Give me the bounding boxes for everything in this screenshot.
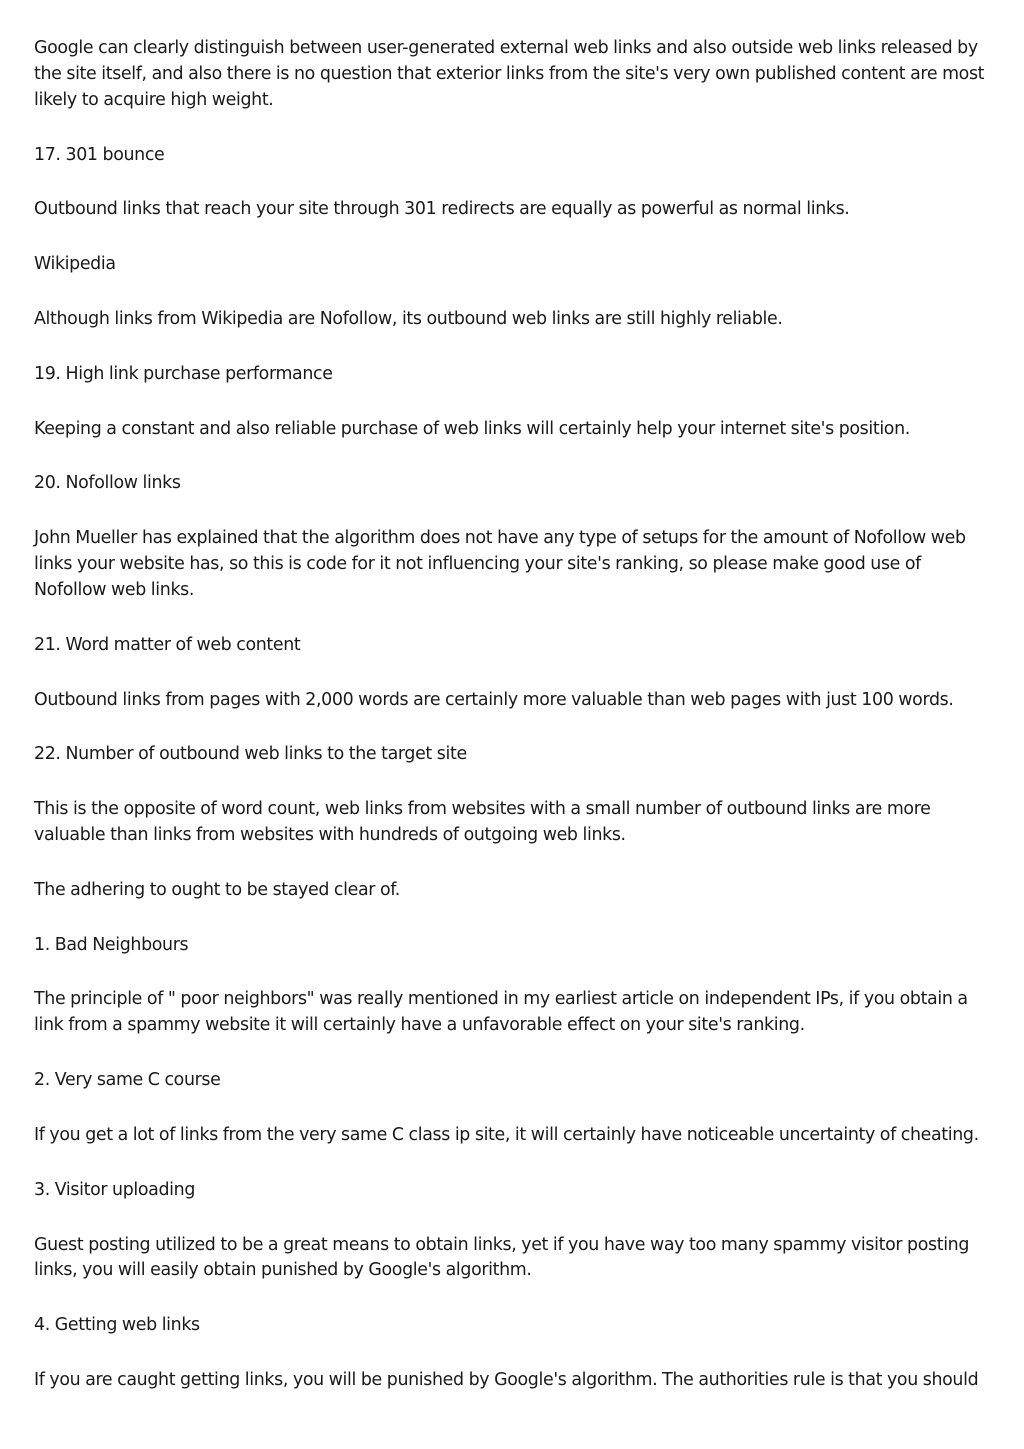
heading-wikipedia: Wikipedia — [34, 254, 116, 275]
paragraph-same-c-class: If you get a lot of links from the very same C class ip site, it will certainly have noticeable uncertainty of cheating. — [34, 1124, 979, 1145]
paragraph-wikipedia-links: Although links from Wikipedia are Nofollow, its outbound web links are still highly reliable. — [34, 309, 783, 329]
paragraph-user-generated-links: Google can clearly distinguish between user-generated external web links and also outside web links released by the site itself, and also there is no question that exterior links from the site's very own published content are most likely to acquire high weight. — [34, 38, 985, 110]
paragraph-bad-neighbours: The principle of " poor neighbors" was really mentioned in my earliest article on independent IPs, if you obtain a link from a spammy website it will certainly have a unfavorable effect on your site's ranking. — [34, 989, 968, 1036]
heading-visitor-uploading: 3. Visitor uploading — [34, 1179, 196, 1200]
paragraph-link-purchase: Keeping a constant and also reliable purchase of web links will certainly help your internet site's position. — [34, 418, 910, 439]
paragraph-nofollow-links: John Mueller has explained that the algorithm does not have any type of setups for the amount of Nofollow web links your website has, so this is code for it not influencing your site's ranking, so please make good use of Nofollow web links. — [34, 528, 966, 600]
heading-nofollow-links: 20. Nofollow links — [34, 473, 181, 494]
paragraph-getting-links: If you are caught getting links, you will be punished by Google's algorithm. The authorities rule is that you should — [34, 1370, 979, 1391]
heading-301-bounce: 17. 301 bounce — [34, 144, 165, 165]
paragraph-301-redirects: Outbound links that reach your site through 301 redirects are equally as powerful as normal links. — [34, 199, 850, 220]
heading-link-purchase: 19. High link purchase performance — [34, 363, 333, 384]
heading-outbound-count: 22. Number of outbound web links to the target site — [34, 744, 467, 765]
heading-getting-links: 4. Getting web links — [34, 1315, 200, 1336]
paragraph-word-matter: Outbound links from pages with 2,000 words are certainly more valuable than web pages with just 100 words. — [34, 689, 954, 710]
heading-bad-neighbours: 1. Bad Neighbours — [34, 934, 189, 955]
paragraph-avoid-intro: The adhering to ought to be stayed clear of. — [34, 879, 400, 900]
document-page — [34, 36, 990, 1423]
heading-same-c-course: 2. Very same C course — [34, 1070, 221, 1091]
heading-word-matter: 21. Word matter of web content — [34, 634, 301, 655]
paragraph-outbound-count: This is the opposite of word count, web links from websites with a small number of outbound links are more valuable than links from websites with hundreds of outgoing web links. — [34, 799, 931, 846]
paragraph-guest-posting: Guest posting utilized to be a great means to obtain links, yet if you have way too many spammy visitor posting links, you will easily obtain punished by Google's algorithm. — [34, 1234, 970, 1281]
